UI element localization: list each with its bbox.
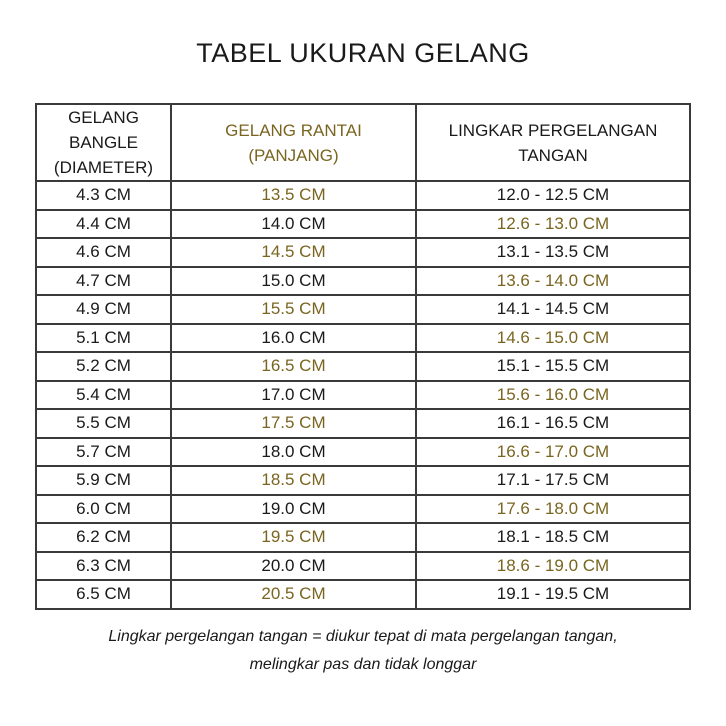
header-bangle-line1: GELANG BANGLE <box>68 108 139 152</box>
cell-wrist-circumference: 18.1 - 18.5 CM <box>416 523 690 552</box>
cell-bangle-diameter: 5.7 CM <box>36 438 171 467</box>
cell-bangle-diameter: 4.6 CM <box>36 238 171 267</box>
header-bangle <box>36 104 171 181</box>
cell-wrist-circumference: 18.6 - 19.0 CM <box>416 552 690 581</box>
cell-chain-length: 14.5 CM <box>171 238 416 267</box>
cell-bangle-diameter: 5.1 CM <box>36 324 171 353</box>
header-wrist <box>416 104 690 181</box>
cell-bangle-diameter: 5.5 CM <box>36 409 171 438</box>
cell-chain-length: 20.5 CM <box>171 580 416 609</box>
cell-bangle-diameter: 4.3 CM <box>36 181 171 210</box>
cell-wrist-circumference: 13.1 - 13.5 CM <box>416 238 690 267</box>
cell-chain-length: 16.5 CM <box>171 352 416 381</box>
cell-wrist-circumference: 12.0 - 12.5 CM <box>416 181 690 210</box>
header-wrist-line1: LINGKAR PERGELANGAN <box>448 120 658 140</box>
table-row <box>36 352 690 381</box>
page-title: TABEL UKURAN GELANG <box>196 38 530 68</box>
cell-wrist-circumference: 17.1 - 17.5 CM <box>416 466 690 495</box>
cell-wrist-circumference: 13.6 - 14.0 CM <box>416 267 690 296</box>
table-row <box>36 580 690 609</box>
cell-chain-length: 14.0 CM <box>171 210 416 239</box>
table-row <box>36 324 690 353</box>
cell-wrist-circumference: 16.6 - 17.0 CM <box>416 438 690 467</box>
cell-wrist-circumference: 12.6 - 13.0 CM <box>416 210 690 239</box>
table-row <box>36 295 690 324</box>
table-row <box>36 495 690 524</box>
table-row <box>36 466 690 495</box>
table-row <box>36 438 690 467</box>
header-chain-line2: (PANJANG) <box>248 145 339 165</box>
cell-chain-length: 18.5 CM <box>171 466 416 495</box>
cell-bangle-diameter: 6.2 CM <box>36 523 171 552</box>
note-line-2: melingkar pas dan tidak longgar <box>249 656 477 673</box>
cell-wrist-circumference: 14.6 - 15.0 CM <box>416 324 690 353</box>
cell-bangle-diameter: 6.3 CM <box>36 552 171 581</box>
cell-bangle-diameter: 5.2 CM <box>36 352 171 381</box>
header-chain-line1: GELANG RANTAI <box>225 120 362 140</box>
table-row <box>36 267 690 296</box>
cell-chain-length: 19.0 CM <box>171 495 416 524</box>
cell-chain-length: 16.0 CM <box>171 324 416 353</box>
table-row <box>36 210 690 239</box>
cell-bangle-diameter: 4.4 CM <box>36 210 171 239</box>
table-row <box>36 181 690 210</box>
cell-chain-length: 18.0 CM <box>171 438 416 467</box>
cell-wrist-circumference: 16.1 - 16.5 CM <box>416 409 690 438</box>
cell-bangle-diameter: 5.9 CM <box>36 466 171 495</box>
table-header-row <box>36 104 690 181</box>
table-row <box>36 523 690 552</box>
cell-wrist-circumference: 14.1 - 14.5 CM <box>416 295 690 324</box>
cell-bangle-diameter: 6.5 CM <box>36 580 171 609</box>
cell-wrist-circumference: 17.6 - 18.0 CM <box>416 495 690 524</box>
cell-chain-length: 13.5 CM <box>171 181 416 210</box>
table-row <box>36 238 690 267</box>
table-row <box>36 409 690 438</box>
cell-chain-length: 15.5 CM <box>171 295 416 324</box>
cell-bangle-diameter: 4.7 CM <box>36 267 171 296</box>
cell-chain-length: 17.0 CM <box>171 381 416 410</box>
cell-bangle-diameter: 4.9 CM <box>36 295 171 324</box>
header-wrist-line2: TANGAN <box>518 145 588 165</box>
header-chain <box>171 104 416 181</box>
note-line-1: Lingkar pergelangan tangan = diukur tepat di mata pergelangan tangan, <box>108 628 618 645</box>
size-table <box>35 103 691 610</box>
table-row <box>36 552 690 581</box>
cell-wrist-circumference: 19.1 - 19.5 CM <box>416 580 690 609</box>
cell-bangle-diameter: 5.4 CM <box>36 381 171 410</box>
cell-chain-length: 19.5 CM <box>171 523 416 552</box>
cell-chain-length: 17.5 CM <box>171 409 416 438</box>
cell-wrist-circumference: 15.1 - 15.5 CM <box>416 352 690 381</box>
cell-chain-length: 15.0 CM <box>171 267 416 296</box>
table-row <box>36 381 690 410</box>
cell-chain-length: 20.0 CM <box>171 552 416 581</box>
header-bangle-line2: (DIAMETER) <box>53 158 154 177</box>
cell-wrist-circumference: 15.6 - 16.0 CM <box>416 381 690 410</box>
cell-bangle-diameter: 6.0 CM <box>36 495 171 524</box>
